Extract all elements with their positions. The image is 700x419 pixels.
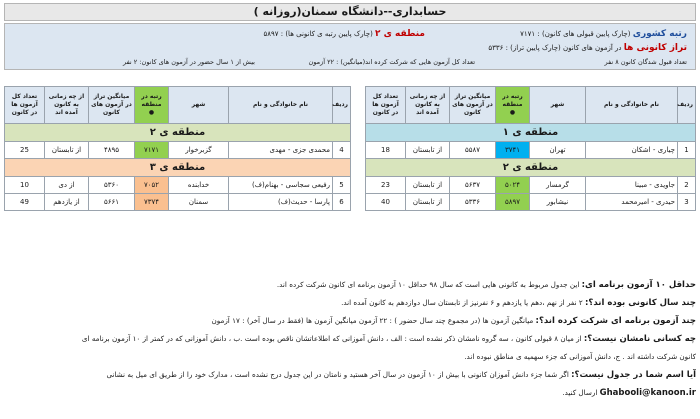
note-line: کانون شرکت داشته اند . ج، دانش آموزانی که جزء سهمیه ی مناطق نبوده اند. (464, 352, 696, 361)
notes-section (4, 276, 696, 402)
summary-box (4, 23, 696, 70)
note-line: چند سال کانونی بوده اند؟: ۲ نفر از نهم ،دهم یا یازدهم و ۶ نفرنیز از تابستان سال دوازدهم به کانون آمده اند. (341, 298, 696, 308)
region2-rank: منطقه ی ۲ (چارک پایین رتبه ی کانونی ها) : ۵۸۹۷ (263, 29, 425, 39)
table-header: ردیف نام خانوادگی و نام شهر رتبه در منطقه ● میانگین تراز در آزمون های کانون از چه زمانی به کانون آمده اند تعداد کل آزمون ها در کانون (5, 87, 351, 124)
table-row: 6 پارسا - حدیث(ف) سمنان ۷۳۷۴ ۵۶۶۱ از یازدهم 49 (5, 194, 351, 211)
note-line: Ghabooli@kanoon.ir ارسال کنید. (562, 388, 696, 398)
region-header: منطقه ی ۳ (5, 159, 351, 177)
avg-exams: تعداد کل آزمون هایی که شرکت کرده اند(میانگین) : ۲۲ آزمون (308, 58, 475, 66)
rank-mark-icon: ● (509, 109, 516, 116)
note-line: چند آزمون برنامه ای شرکت کرده اند؟: میانگین آزمون ها (در مجموع چند سال حضور ) : ۲۲ آزمون میانگین آزمون ها (فقط در سال آخر) : ۱۷ آزمون (211, 316, 696, 326)
note-line: آیا اسم شما در جدول نیست؟: اگر شما جزء دانش آموزان کانونی با بیش از ۱۰ آزمون در سال آخر هستید و نامتان در این جدول درج نشده است ، مدارک خود را از طریق ای میل به نشانی (106, 370, 696, 380)
table-row: 1 چیاری - اشکان تهران ۳۷۴۱ ۵۵۸۷ از تابستان 18 (366, 142, 696, 159)
rank-mark-icon: ● (148, 109, 155, 116)
table-row: 3 حیدری - امیرمحمد نیشابور ۵۸۹۷ ۵۳۳۶ از تابستان 40 (366, 194, 696, 211)
region-header: منطقه ی ۱ (366, 124, 696, 142)
note-line: حداقل ۱۰ آزمون برنامه ای: این جدول مربوط به کانونی هایی است که سال ۹۸ حداقل ۱۰ آزمون برنامه ای کانون شرکت کرده اند. (276, 280, 696, 290)
taraz-kanoon: تراز کانونی ها در آزمون های کانون (چارک پایین تراز) : ۵۳۳۶ (488, 43, 687, 53)
admitted-count: تعداد قبول شدگان کانون ۸ نفر (604, 58, 687, 66)
region-header: منطقه ی ۲ (366, 159, 696, 177)
rank-country: رتبه کشوری (چارک پایین قبولی های کانون) : ۷۱۷۱ (520, 29, 687, 39)
right-results-table (365, 86, 696, 211)
page-title: حسابداری--دانشگاه سمنان(روزانه ) (4, 3, 696, 21)
email-link[interactable]: Ghabooli@kanoon.ir (599, 388, 696, 398)
note-line: چه کسانی نامشان نیست؟: از میان ۸ قبولی کانون ، سه گروه نامشان ذکر نشده است : الف ، دانش آموزانی که اطلاعاتشان ناقص بوده است .ب ، دانش آموزانی که در کمتر از ۱۰ آزمون برنامه ای (81, 334, 696, 344)
table-row: 4 محمدی جزی - مهدی گزبرخوار ۷۱۷۱ ۴۸۹۵ از تابستان 25 (5, 142, 351, 159)
table-row: 5 رفیعی سجاسی - بهنام(ف) خدابنده ۷۰۵۲ ۵۳۶۰ از دی 10 (5, 177, 351, 194)
table-header: ردیف نام خانوادگی و نام شهر رتبه در منطقه ● میانگین تراز در آزمون های کانون از چه زمانی به کانون آمده اند تعداد کل آزمون ها در کانون (366, 87, 696, 124)
table-row: 2 جاویدی - مبینا گرمسار ۵۰۲۴ ۵۶۳۷ از تابستان 23 (366, 177, 696, 194)
left-results-table (4, 86, 351, 211)
over-one-year: بیش از ۱ سال حضور در آزمون های کانون: ۲ نفر (123, 58, 255, 66)
region-header: منطقه ی ۲ (5, 124, 351, 142)
